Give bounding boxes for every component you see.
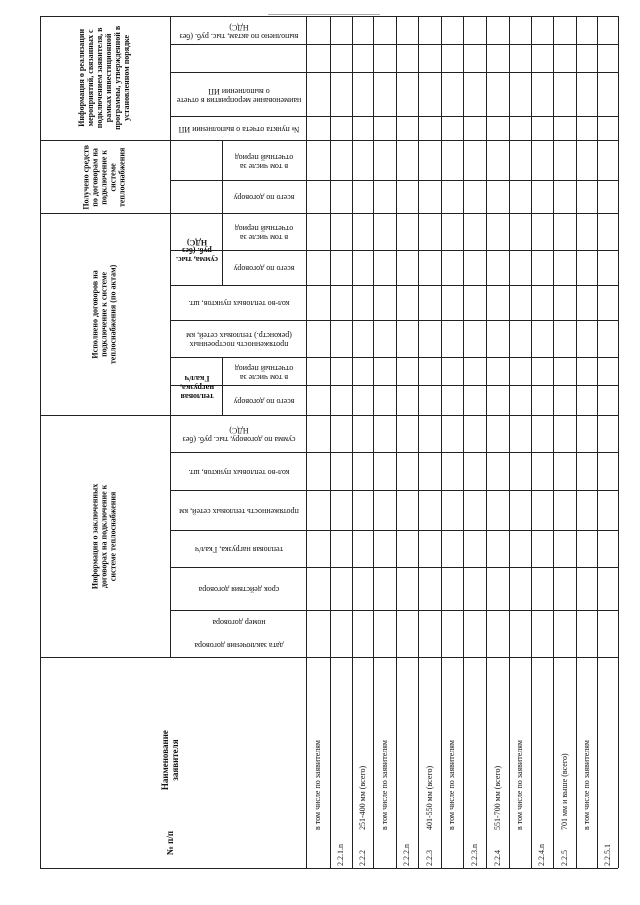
- header-funds-total: всего по договору: [233, 193, 295, 203]
- table-border-right: [618, 16, 619, 868]
- group-concluded-label: Информация о заключенных договорах на подключение к системе теплоснабжения: [90, 483, 118, 589]
- header-conc-points: кол-во тепловых пунктов, шт.: [188, 467, 290, 477]
- row-divider-4: [396, 16, 397, 868]
- header-row-0: [170, 72, 618, 73]
- page-top-rule: [268, 14, 380, 15]
- header-exec-load-period: в том числе за отчетный период: [234, 364, 294, 382]
- row-divider-1: [330, 16, 331, 868]
- header-num: № п/п: [164, 830, 175, 856]
- row-divider-11: [553, 16, 554, 868]
- group-divider-0: [40, 140, 618, 141]
- header-info-name: наименование мероприятия в отчете о выполнении ИП: [176, 87, 302, 105]
- header-exec-sum-total: всего по договору: [233, 264, 295, 274]
- table-border-left: [40, 16, 41, 868]
- exec-load-sub-divider: [222, 357, 223, 415]
- row-divider-6: [441, 16, 442, 868]
- header-row-a: [170, 44, 618, 45]
- exec-sum-sub-divider: [222, 213, 223, 285]
- header-info-done: выполнено по актам, тыс. руб. (без НДС): [179, 23, 299, 41]
- row-number: 2.2.2: [357, 850, 367, 866]
- row-name: в том числе по заявителям: [581, 740, 591, 830]
- row-number: 2.2.4.n: [537, 844, 546, 866]
- row-number: 2.2.4: [492, 850, 502, 866]
- header-funds-period: в том числе за отчетный период: [234, 153, 294, 171]
- group-divider-1: [40, 213, 618, 214]
- table-border-bottom: [40, 868, 618, 869]
- row-number: 2.2.5: [559, 850, 569, 866]
- group-divider-2: [40, 415, 618, 416]
- header-row-4: [170, 320, 618, 321]
- row-name: 701 мм и выше (всего): [559, 753, 569, 830]
- row-divider-3: [373, 16, 374, 868]
- row-name: 251-400 мм (всего): [357, 765, 367, 830]
- header-exec-length: протяженность построенных (реконстр.) тепловых сетей, км: [186, 331, 292, 349]
- row-divider-13: [597, 16, 598, 868]
- header-conc-length: протяженность тепловых сетей, км: [179, 506, 299, 516]
- row-number: 2.2.3.n: [469, 844, 479, 866]
- header-conc-sum: сумма по договору, тыс. руб. (без НДС): [182, 426, 296, 444]
- row-number: 2.2.2.n: [402, 844, 411, 866]
- group-funds-label: Получено средств по договорам на подключение к системе теплоснабжения: [81, 144, 127, 210]
- header-row-1: [170, 116, 618, 117]
- row-divider-5: [418, 16, 419, 868]
- row-number: 2.2.3: [424, 850, 434, 866]
- header-row-b: [170, 285, 618, 286]
- row-name: в том числе по заявителям: [379, 740, 389, 830]
- header-exec-points: кол-во тепловых пунктов, шт.: [188, 299, 290, 309]
- header-row-3: [170, 250, 618, 251]
- row-name: 401-550 мм (всего): [424, 765, 434, 830]
- row-divider-10: [531, 16, 532, 868]
- header-exec-load-total: всего по договору: [233, 396, 295, 406]
- funds-sub-divider: [222, 140, 223, 213]
- header-row-5: [170, 357, 618, 358]
- row-name: в том числе по заявителям: [313, 740, 322, 830]
- group-exec-label: Исполнено договоров на подключение к системе теплоснабжения (по актам): [90, 264, 118, 364]
- row-name: в том числе по заявителям: [447, 740, 456, 830]
- header-row-d: [170, 452, 618, 453]
- header-conc-load: тепловая нагрузка, Гкал/ч: [195, 545, 283, 555]
- row-divider-2: [352, 16, 353, 868]
- header-info-num: № пункта отчета о выполнении ИП: [178, 125, 300, 135]
- row-divider-9: [509, 16, 510, 868]
- row-divider-8: [486, 16, 487, 868]
- header-name: Наименование заявителя: [159, 730, 180, 790]
- header-row-7: [170, 530, 618, 531]
- name-row-top: [40, 657, 306, 658]
- header-exec-sum-period: в том числе за отчетный период: [234, 224, 294, 242]
- row-number: 2.2.5.1: [602, 844, 612, 866]
- header-row-6: [170, 490, 618, 491]
- name-col-divider: [306, 657, 307, 868]
- header-row-8: [170, 567, 618, 568]
- row-name: 551-700 мм (всего): [492, 765, 502, 830]
- row-number: 2.2.1.n: [336, 844, 345, 866]
- row-divider-7: [463, 16, 464, 868]
- header-conc-date: дата заключения договора: [194, 641, 284, 651]
- group-info-label: Информация о реализации мероприятий, связанных с подключением заявителя, в рамках инвестиционной программы, утвержденной в установленном порядке: [77, 25, 131, 131]
- header-conc-term: срок действия договора: [198, 585, 280, 595]
- header-row-9: [170, 610, 618, 611]
- header-exec-sum: сумма, тыс. руб. (без НДС): [176, 237, 218, 265]
- header-row-c: [170, 385, 618, 386]
- header-row-2: [170, 180, 618, 181]
- header-exec-load: тепловая нагрузка, Гкал/ч: [179, 374, 215, 401]
- header-conc-number: номер договора: [212, 618, 266, 628]
- row-name: в том числе по заявителям: [515, 740, 524, 830]
- group-label-divider: [170, 16, 171, 657]
- row-divider-12: [576, 16, 577, 868]
